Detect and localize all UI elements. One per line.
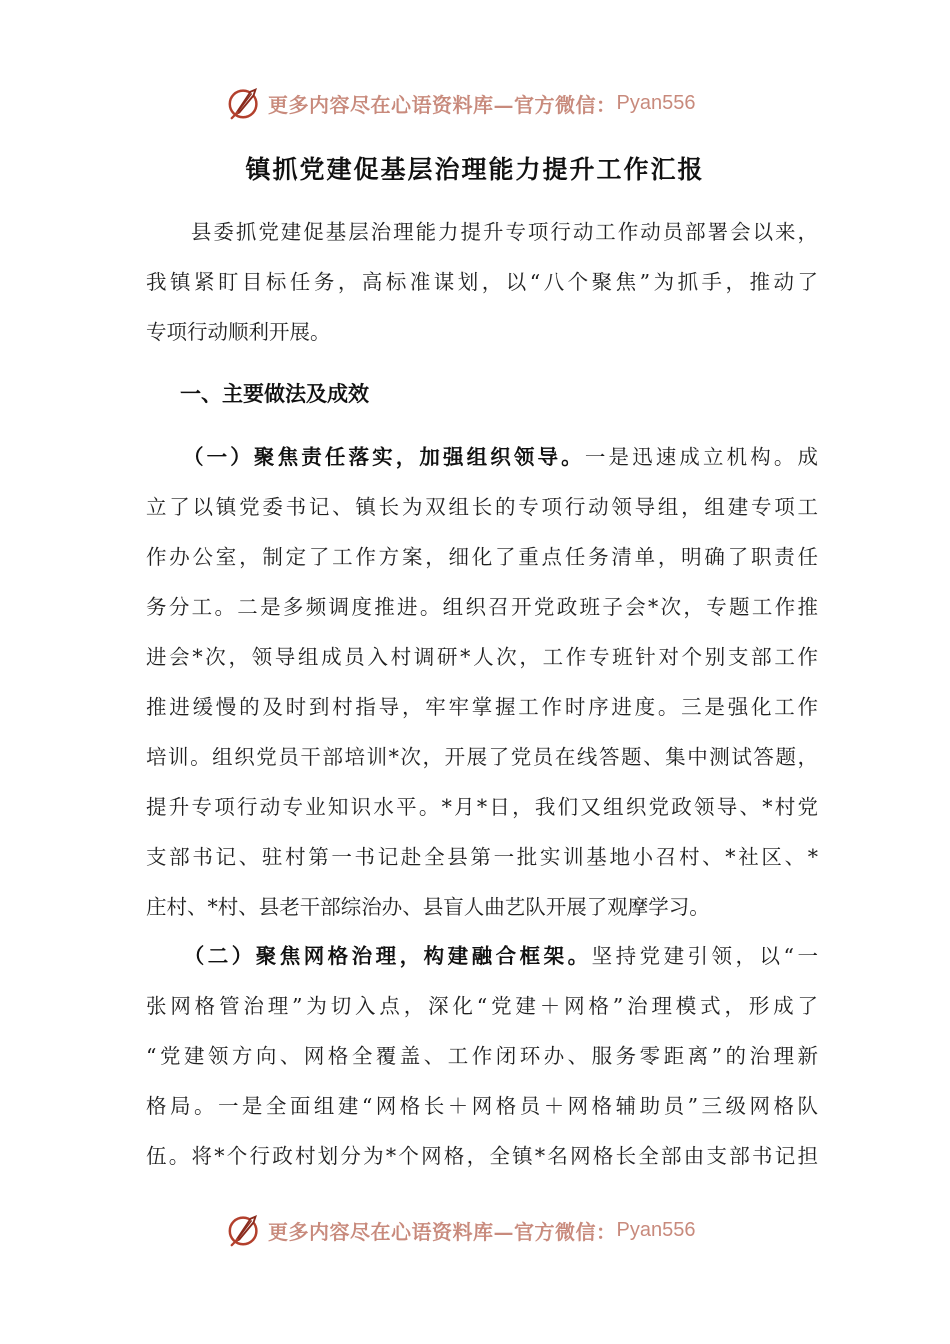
paragraph-line: 立了以镇党委书记、镇长为双组长的专项行动领导组，组建专项工 bbox=[146, 495, 818, 519]
item-two-paragraph bbox=[146, 931, 818, 1181]
paragraph-line: 支部书记、驻村第一书记赴全县第一批实训基地小召村、*社区、* bbox=[146, 845, 818, 869]
paragraph-line: 伍。将*个行政村划分为*个网格，全镇*名网格长全部由支部书记担 bbox=[146, 1144, 818, 1168]
paragraph-line: 作办公室，制定了工作方案，细化了重点任务清单，明确了职责任 bbox=[146, 545, 818, 569]
paragraph-line: 张网格管治理”为切入点，深化“党建＋网格”治理模式，形成了 bbox=[146, 994, 818, 1018]
paragraph-line: 庄村、*村、县老干部综治办、县盲人曲艺队开展了观摩学习。 bbox=[146, 895, 710, 919]
quill-logo-icon bbox=[226, 84, 264, 122]
paragraph-line: 推进缓慢的及时到村指导，牢牢掌握工作时序进度。三是强化工作 bbox=[146, 695, 818, 719]
document-title: 镇抓党建促基层治理能力提升工作汇报 bbox=[245, 155, 705, 184]
paragraph-line: “党建领方向、网格全覆盖、工作闭环办、服务零距离”的治理新 bbox=[146, 1044, 818, 1068]
paragraph-line: 进会*次，领导组成员入村调研*人次，工作专班针对个别支部工作 bbox=[146, 645, 818, 669]
paragraph-line: 格局。一是全面组建“网格长＋网格员＋网格辅助员”三级网格队 bbox=[146, 1094, 818, 1118]
item-two-heading: （二）聚焦网格治理，构建融合框架。 bbox=[193, 944, 592, 968]
paragraph-line bbox=[146, 432, 818, 482]
item-one-paragraph bbox=[146, 432, 818, 932]
paragraph-line: 务分工。二是多频调度推进。组织召开党政班子会*次，专题工作推 bbox=[146, 595, 818, 619]
paragraph-line: 我镇紧盯目标任务，高标准谋划，以“八个聚焦”为抓手，推动了 bbox=[146, 270, 818, 294]
quill-logo-icon bbox=[226, 1211, 264, 1249]
banner-wechat-id: Pyan556 bbox=[616, 1218, 696, 1241]
paragraph-line: 提升专项行动专业知识水平。*月*日，我们又组织党政领导、*村党 bbox=[146, 795, 818, 819]
paragraph-line: 培训。组织党员干部培训*次，开展了党员在线答题、集中测试答题， bbox=[146, 745, 818, 769]
footer-banner bbox=[226, 1210, 746, 1250]
paragraph-line: 专项行动顺利开展。 bbox=[146, 320, 331, 344]
banner-wechat-id: Pyan556 bbox=[616, 91, 696, 114]
section-heading: 一、主要做法及成效 bbox=[180, 381, 369, 406]
paragraph-line bbox=[146, 931, 818, 981]
item-one-heading: （一）聚焦责任落实，加强组织领导。 bbox=[193, 445, 585, 469]
paragraph-line: 县委抓党建促基层治理能力提升专项行动工作动员部署会以来， bbox=[146, 220, 818, 244]
item-one-lead: 一是迅速成立机构。成 bbox=[584, 445, 819, 469]
header-banner bbox=[226, 83, 746, 123]
intro-paragraph bbox=[146, 207, 818, 357]
item-two-lead: 坚持党建引领，以“一 bbox=[591, 944, 818, 968]
banner-text: 更多内容尽在心语资料库—官方微信： bbox=[268, 92, 617, 117]
banner-text: 更多内容尽在心语资料库—官方微信： bbox=[268, 1219, 617, 1244]
